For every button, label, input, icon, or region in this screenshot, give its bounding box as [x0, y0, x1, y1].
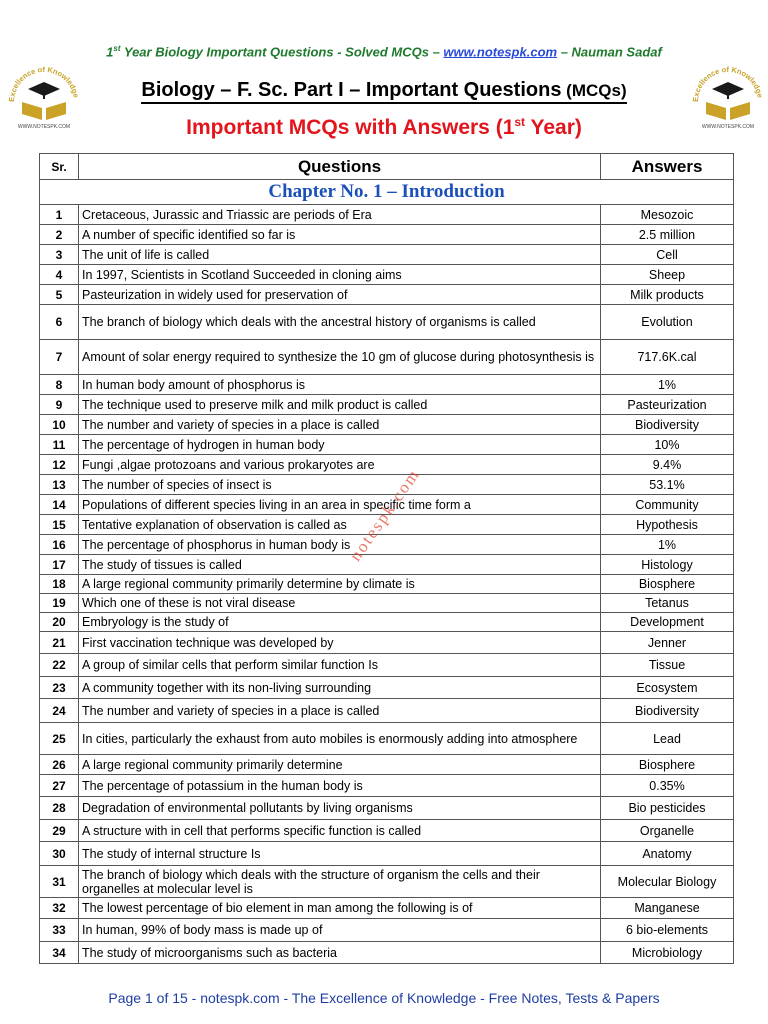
page-subtitle: [0, 115, 768, 140]
row-number: 12: [40, 455, 79, 475]
row-number: 8: [40, 375, 79, 395]
row-answer: Community: [601, 495, 734, 515]
row-number: 20: [40, 613, 79, 632]
row-number: 26: [40, 755, 79, 775]
row-answer: Manganese: [601, 898, 734, 919]
row-question: A large regional community primarily determine: [79, 755, 601, 775]
row-number: 33: [40, 919, 79, 942]
subtitle-suffix: Year): [525, 116, 582, 139]
row-number: 7: [40, 340, 79, 375]
row-answer: 9.4%: [601, 455, 734, 475]
row-answer: Histology: [601, 555, 734, 575]
logo-arc-text: Excellence of Knowledge: [690, 64, 765, 103]
chapter-row: [40, 180, 734, 205]
table-row: [40, 455, 734, 475]
logo-url: WWW.NOTESPK.COM: [701, 124, 755, 130]
row-question: The study of internal structure Is: [79, 842, 601, 866]
header-answers: Answers: [601, 154, 734, 180]
row-number: 30: [40, 842, 79, 866]
row-question: The percentage of hydrogen in human body: [79, 435, 601, 455]
table-row: [40, 285, 734, 305]
row-question: A group of similar cells that perform similar function Is: [79, 654, 601, 677]
watermark: notespk.com: [345, 464, 424, 565]
row-question: The unit of life is called: [79, 245, 601, 265]
row-question: In human, 99% of body mass is made up of: [79, 919, 601, 942]
row-number: 14: [40, 495, 79, 515]
table-row: [40, 475, 734, 495]
table-row: [40, 613, 734, 632]
row-question: The branch of biology which deals with the structure of organism the cells and their organelles at molecular level is: [79, 866, 601, 898]
logo-url: WWW.NOTESPK.COM: [17, 124, 71, 130]
row-question: In human body amount of phosphorus is: [79, 375, 601, 395]
row-number: 6: [40, 305, 79, 340]
mcq-table: [39, 153, 734, 964]
row-question: A structure with in cell that performs specific function is called: [79, 820, 601, 842]
row-answer: 53.1%: [601, 475, 734, 495]
table-row: [40, 723, 734, 755]
row-question: Tentative explanation of observation is called as: [79, 515, 601, 535]
logo-arc-text: Excellence of Knowledge: [6, 64, 81, 103]
row-number: 4: [40, 265, 79, 285]
row-number: 15: [40, 515, 79, 535]
row-answer: 6 bio-elements: [601, 919, 734, 942]
row-number: 19: [40, 594, 79, 613]
row-question: The number of species of insect is: [79, 475, 601, 495]
row-number: 11: [40, 435, 79, 455]
row-answer: Sheep: [601, 265, 734, 285]
row-number: 16: [40, 535, 79, 555]
row-question: Populations of different species living in an area in specific time form a: [79, 495, 601, 515]
row-question: Embryology is the study of: [79, 613, 601, 632]
chapter-title: Chapter No. 1 – Introduction: [40, 180, 734, 205]
table-row: [40, 495, 734, 515]
row-number: 10: [40, 415, 79, 435]
row-number: 25: [40, 723, 79, 755]
row-answer: 1%: [601, 375, 734, 395]
table-row: [40, 435, 734, 455]
table-row: [40, 415, 734, 435]
row-question: A large regional community primarily determine by climate is: [79, 575, 601, 594]
row-question: In cities, particularly the exhaust from auto mobiles is enormously adding into atmosphere: [79, 723, 601, 755]
row-answer: Development: [601, 613, 734, 632]
row-number: 3: [40, 245, 79, 265]
table-row: [40, 340, 734, 375]
page-title-mcqs: (MCQs): [561, 81, 627, 100]
table-row: [40, 395, 734, 415]
row-answer: Milk products: [601, 285, 734, 305]
table-row: [40, 699, 734, 723]
row-answer: Biosphere: [601, 575, 734, 594]
row-question: The study of microorganisms such as bacteria: [79, 942, 601, 964]
row-number: 28: [40, 797, 79, 820]
row-answer: Hypothesis: [601, 515, 734, 535]
site-link[interactable]: www.notespk.com: [443, 44, 558, 60]
row-answer: 10%: [601, 435, 734, 455]
row-answer: Microbiology: [601, 942, 734, 964]
table-row: [40, 225, 734, 245]
table-row: [40, 866, 734, 898]
table-row: [40, 677, 734, 699]
row-answer: Anatomy: [601, 842, 734, 866]
row-answer: Evolution: [601, 305, 734, 340]
table-row: [40, 305, 734, 340]
subtitle-prefix: Important MCQs with Answers (1: [186, 116, 515, 139]
row-question: The branch of biology which deals with the ancestral history of organisms is called: [79, 305, 601, 340]
row-number: 2: [40, 225, 79, 245]
page-title-main: Biology – F. Sc. Part I – Important Questions: [141, 79, 562, 101]
row-answer: Jenner: [601, 632, 734, 654]
row-answer: Cell: [601, 245, 734, 265]
header-line-prefix: Year Biology Important Questions - Solved MCQs –: [120, 44, 444, 60]
row-answer: Mesozoic: [601, 205, 734, 225]
page-title: [0, 79, 768, 102]
table-header-row: [40, 154, 734, 180]
row-number: 13: [40, 475, 79, 495]
row-question: The number and variety of species in a place is called: [79, 415, 601, 435]
row-number: 9: [40, 395, 79, 415]
row-answer: Organelle: [601, 820, 734, 842]
row-answer: Molecular Biology: [601, 866, 734, 898]
row-answer: 717.6K.cal: [601, 340, 734, 375]
header-year-sup: st: [113, 44, 121, 53]
header-line-suffix: – Nauman Sadaf: [557, 44, 662, 60]
page-footer: Page 1 of 15 - notespk.com - The Excellence of Knowledge - Free Notes, Tests & Papers: [108, 990, 660, 1006]
table-row: [40, 205, 734, 225]
row-answer: Ecosystem: [601, 677, 734, 699]
table-row: [40, 797, 734, 820]
row-number: 27: [40, 775, 79, 797]
row-question: In 1997, Scientists in Scotland Succeeded in cloning aims: [79, 265, 601, 285]
row-number: 17: [40, 555, 79, 575]
row-question: Degradation of environmental pollutants by living organisms: [79, 797, 601, 820]
row-question: The lowest percentage of bio element in man among the following is of: [79, 898, 601, 919]
table-row: [40, 842, 734, 866]
row-number: 23: [40, 677, 79, 699]
table-row: [40, 535, 734, 555]
table-row: [40, 375, 734, 395]
table-row: [40, 245, 734, 265]
row-number: 34: [40, 942, 79, 964]
header-year: 1: [106, 44, 114, 60]
row-answer: Biosphere: [601, 755, 734, 775]
row-number: 22: [40, 654, 79, 677]
table-row: [40, 820, 734, 842]
row-number: 18: [40, 575, 79, 594]
row-answer: Biodiversity: [601, 415, 734, 435]
row-question: The percentage of phosphorus in human body is: [79, 535, 601, 555]
row-question: The number and variety of species in a place is called: [79, 699, 601, 723]
table-row: [40, 775, 734, 797]
subtitle-sup: st: [514, 115, 526, 129]
table-row: [40, 755, 734, 775]
header-sr: Sr.: [40, 154, 79, 180]
table-row: [40, 515, 734, 535]
row-question: Which one of these is not viral disease: [79, 594, 601, 613]
row-number: 31: [40, 866, 79, 898]
row-answer: Tetanus: [601, 594, 734, 613]
row-number: 24: [40, 699, 79, 723]
table-row: [40, 265, 734, 285]
table-row: [40, 942, 734, 964]
row-question: The study of tissues is called: [79, 555, 601, 575]
row-answer: Tissue: [601, 654, 734, 677]
row-answer: Lead: [601, 723, 734, 755]
row-answer: 2.5 million: [601, 225, 734, 245]
table-row: [40, 555, 734, 575]
row-question: Cretaceous, Jurassic and Triassic are periods of Era: [79, 205, 601, 225]
table-row: [40, 654, 734, 677]
row-number: 5: [40, 285, 79, 305]
row-answer: 0.35%: [601, 775, 734, 797]
table-row: [40, 594, 734, 613]
row-answer: 1%: [601, 535, 734, 555]
row-question: Pasteurization in widely used for preservation of: [79, 285, 601, 305]
row-number: 21: [40, 632, 79, 654]
row-answer: Biodiversity: [601, 699, 734, 723]
row-question: First vaccination technique was developed by: [79, 632, 601, 654]
row-question: Fungi ,algae protozoans and various prokaryotes are: [79, 455, 601, 475]
table-row: [40, 919, 734, 942]
row-number: 1: [40, 205, 79, 225]
row-question: A number of specific identified so far is: [79, 225, 601, 245]
table-row: [40, 898, 734, 919]
row-question: The percentage of potassium in the human body is: [79, 775, 601, 797]
row-question: Amount of solar energy required to synthesize the 10 gm of glucose during photosynthesis is: [79, 340, 601, 375]
row-question: The technique used to preserve milk and milk product is called: [79, 395, 601, 415]
table-row: [40, 575, 734, 594]
row-number: 32: [40, 898, 79, 919]
row-answer: Bio pesticides: [601, 797, 734, 820]
header-questions: Questions: [79, 154, 601, 180]
row-answer: Pasteurization: [601, 395, 734, 415]
header-line: [0, 44, 768, 59]
table-row: [40, 632, 734, 654]
row-number: 29: [40, 820, 79, 842]
row-question: A community together with its non-living surrounding: [79, 677, 601, 699]
